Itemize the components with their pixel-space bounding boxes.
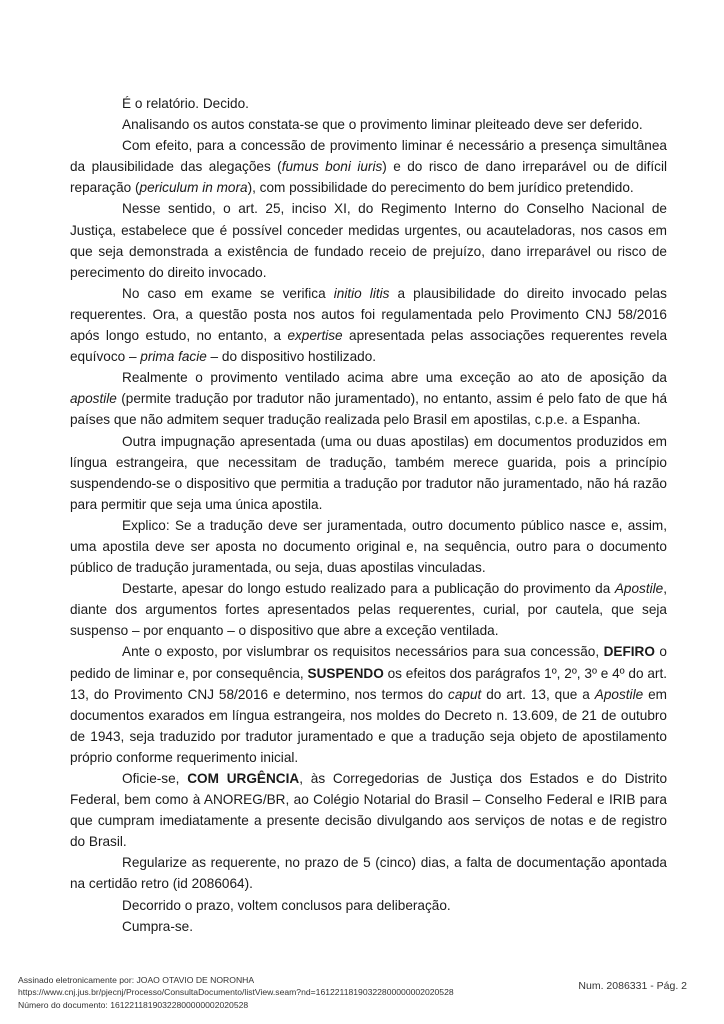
paragraph	[70, 895, 667, 916]
text-run: – do dispositivo hostilizado.	[206, 349, 377, 365]
text-run: Explico: Se a tradução deve ser juramentada, outro documento público nasce e, assim, uma apostila deve ser aposta no documento original e, na sequência, outro para o documento público de tradução juramentada, ou seja, duas apostilas vinculadas.	[70, 517, 667, 576]
bold-term: COM URGÊNCIA	[187, 771, 300, 786]
decision-body	[70, 93, 667, 937]
text-run: Cumpra-se.	[122, 918, 194, 934]
text-run: Regularize as requerente, no prazo de 5 (cinco) dias, a falta de documentação apontada na certidão retro (id 2086064).	[70, 855, 667, 892]
paragraph	[70, 198, 667, 282]
italic-term: prima facie	[140, 349, 207, 365]
text-run: Destarte, apesar do longo estudo realizado para a publicação do provimento da	[122, 581, 615, 597]
text-run: Com efeito, para a concessão de provimento liminar é necessário a presença simultânea da plausibilidade das alegações (	[70, 138, 667, 175]
text-run: Decorrido o prazo, voltem conclusos para deliberação.	[122, 897, 451, 913]
paragraph	[70, 135, 667, 198]
text-run: (permite tradução por tradutor não juramentado), no entanto, assim é pelo fato de que há países que não admitem sequer tradução realizada pelo Brasil em apostilas, c.p.e. a Espanha.	[70, 391, 667, 428]
text-run: Nesse sentido, o art. 25, inciso XI, do Regimento Interno do Conselho Nacional de Justiça, estabelece que é possível conceder medidas urgentes, ou acauteladoras, nos casos em que seja demonstrada a existência de fundado receio de prejuízo, dano irreparável ou risco de perecimento do direito invocado.	[70, 201, 667, 280]
paragraph	[70, 114, 667, 135]
signature-footer	[18, 974, 454, 1011]
text-run: Ante o exposto, por vislumbrar os requisitos necessários para sua concessão,	[122, 644, 604, 660]
paragraph	[70, 283, 667, 367]
italic-term: expertise	[287, 328, 343, 344]
text-run: os efeitos dos parágrafos 1º, 2º, 3º e 4º do art. 13, do Provimento CNJ 58/2016 e determino, nos termos do	[70, 665, 667, 702]
page-reference: Num. 2086331 - Pág. 2	[578, 980, 687, 992]
italic-term: Apostile	[594, 686, 644, 702]
paragraph	[70, 768, 667, 852]
paragraph	[70, 916, 667, 937]
document-url[interactable]: https://www.cnj.jus.br/pjecnj/Processo/ConsultaDocumento/listView.seam?nd=16122118190322800000002020528	[18, 987, 454, 998]
italic-term: fumus boni iuris	[281, 159, 383, 175]
italic-term: Apostile	[614, 581, 664, 597]
text-run: o pedido de liminar e, por consequência,	[70, 644, 667, 681]
text-run: Analisando os autos constata-se que o provimento liminar pleiteado deve ser deferido.	[122, 117, 643, 133]
paragraph	[70, 641, 667, 768]
text-run: Realmente o provimento ventilado acima abre uma exceção ao ato de aposição da	[122, 370, 667, 386]
signed-by: Assinado eletronicamente por: JOAO OTAVIO DE NORONHA	[18, 975, 255, 985]
text-run: , às Corregedorias de Justiça dos Estados e do Distrito Federal, bem como à ANOREG/BR, ao Colégio Notarial do Brasil – Conselho Federal e IRIB para que cumpram imediatamente a presente decisão divulgando aos serviços de notas e de registro do Brasil.	[70, 771, 668, 850]
paragraph	[70, 578, 667, 641]
italic-term: periculum in mora	[139, 180, 248, 196]
document-number: Número do documento: 16122118190322800000002020528	[18, 999, 249, 1010]
paragraph	[70, 367, 667, 430]
italic-term: initio litis	[333, 285, 390, 301]
bold-term: DEFIRO	[603, 644, 655, 660]
text-run: ), com possibilidade do perecimento do bem jurídico pretendido.	[247, 180, 634, 196]
text-run: em documentos exarados em língua estrangeira, nos moldes do Decreto n. 13.609, de 21 de outubro de 1943, seja traduzido por tradutor juramentado e que a tradução seja objeto de apostilamento próprio conforme requerimento inicial.	[70, 686, 667, 765]
italic-term: caput	[448, 686, 482, 702]
paragraph	[70, 852, 667, 894]
paragraph	[70, 515, 667, 578]
bold-term: SUSPENDO	[307, 665, 384, 681]
paragraph	[70, 431, 667, 515]
text-run: Oficie-se,	[122, 771, 188, 786]
italic-term: apostile	[70, 391, 117, 407]
text-run: Outra impugnação apresentada (uma ou duas apostilas) em documentos produzidos em língua estrangeira, que necessitam de tradução, também merece guarida, pois a princípio suspendendo-se o dispositivo que permitia a tradução por tradutor não juramentado, não há razão para permitir que seja uma única apostila.	[70, 433, 667, 512]
text-run: No caso em exame se verifica	[122, 285, 334, 301]
paragraph	[70, 93, 667, 114]
text-run: É o relatório. Decido.	[122, 96, 249, 111]
text-run: , diante dos argumentos fortes apresentados pelas requerentes, curial, por cautela, que seja suspenso – por enquanto – o dispositivo que abre a exceção ventilada.	[70, 581, 667, 639]
text-run: ) e do risco de dano irreparável ou de difícil reparação (	[70, 159, 667, 196]
text-run: apresentada pelas associações requerentes revela equívoco –	[70, 328, 667, 365]
text-run: a plausibilidade do direito invocado pelas requerentes. Ora, a questão posta nos autos foi regulamentada pelo Provimento CNJ 58/2016 após longo estudo, no entanto, a	[70, 285, 667, 344]
text-run: do art. 13, que a	[481, 686, 595, 702]
